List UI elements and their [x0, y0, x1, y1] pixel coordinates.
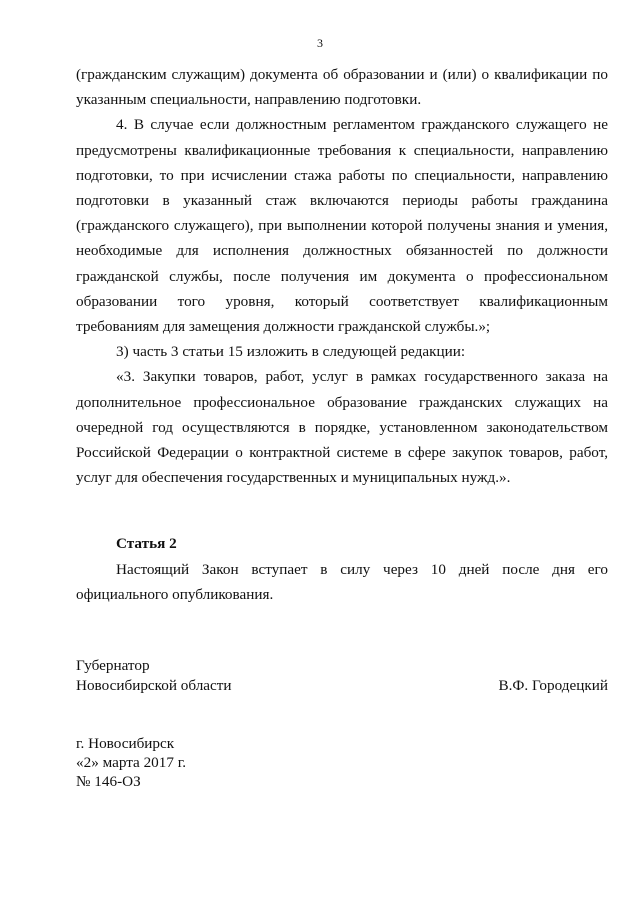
paragraph-item-4: 4. В случае если должностным регламентом гражданского служащего не предусмотрены квалификационные требования к специальности, направлению подготовки, то при исчислении стажа работы по специальности, направлению подготовки в указанный стаж включаются периоды работы гражданина (гражданского служащего), при выполнении которой получены знания и умения, необходимые для исполнения должностных обязанностей по должности гражданской службы, после получения им документа о профессиональном образовании того уровня, который соответствует квалификационным требованиям для замещения должности гражданской службы.»; [76, 116, 608, 336]
article-2-heading: Статья 2 [116, 535, 177, 552]
paragraph-quoted-part-3: «3. Закупки товаров, работ, услуг в рамках государственного заказа на дополнительное профессиональное образование гражданских служащих на очередной год осуществляются в порядке, установленном законодательством Российской Федерации о контрактной системе в сфере закупок товаров, работ, услуг для обеспечения государственных и муниципальных нужд.». [76, 368, 608, 487]
page-number: 3 [317, 36, 323, 50]
signatory-title-line2: Новосибирской области [76, 677, 232, 694]
law-number: № 146-ОЗ [76, 773, 141, 790]
place-date-block [76, 734, 186, 791]
signature-block [76, 656, 608, 696]
document-body [76, 62, 608, 490]
article-2-body [76, 557, 608, 607]
paragraph-continuation: (гражданским служащим) документа об образовании и (или) о квалификации по указанным специальности, направлению подготовки. [76, 66, 608, 109]
paragraph-item-3-amendment: 3) часть 3 статьи 15 изложить в следующей редакции: [116, 343, 466, 361]
signatory-name: В.Ф. Городецкий [498, 677, 608, 694]
article-2-text: Настоящий Закон вступает в силу через 10 дней после дня его официального опубликования. [76, 561, 608, 604]
signatory-title-line1: Губернатор [76, 657, 150, 674]
date: «2» марта 2017 г. [76, 754, 187, 771]
city: г. Новосибирск [76, 735, 175, 752]
